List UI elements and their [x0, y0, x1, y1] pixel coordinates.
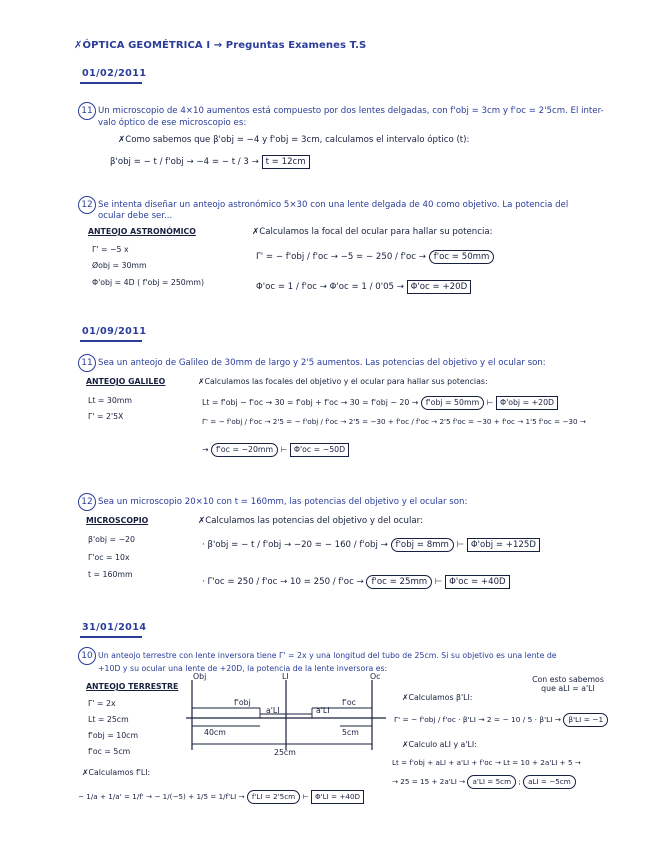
work-equation: Lt = f'obj + aLI + a'LI + f'oc → Lt = 10 + 2a'LI + 5 → — [392, 758, 581, 767]
work-equation: Γ' = − f'obj / f'oc · β'LI → 2 = − 10 / 5 · β'LI → β'LI = −1 — [394, 713, 608, 727]
date-underline — [80, 636, 142, 638]
result-oval: f'LI = 2'5cm — [247, 790, 300, 804]
section-date: 31/01/2014 — [82, 622, 147, 633]
problem-statement: 12 Se intenta diseñar un anteojo astronómico 5×30 con una lente delgada de 40 como objetivo. La potencia del — [78, 196, 568, 214]
result-box: t = 12cm — [262, 155, 310, 169]
work-intro: ✗Calculamos las focales del objetivo y el ocular para hallar sus potencias: — [198, 377, 488, 386]
result-oval: a'LI = 5cm — [467, 775, 516, 789]
work-intro: ✗Calculo aLI y a'LI: — [402, 740, 477, 749]
result-oval: f'oc = 50mm — [429, 250, 495, 264]
result-oval: aLI = −5cm — [523, 775, 576, 789]
diagram-label-foc: f'oc — [342, 698, 356, 707]
date-underline — [80, 82, 142, 84]
data-title: MICROSCOPIO — [86, 516, 149, 525]
page-title: ✗ÓPTICA GEOMÉTRICA I → Preguntas Examenes T.S — [74, 40, 367, 51]
result-oval: f'obj = 8mm — [391, 538, 454, 552]
data-item: Lt = 30mm — [88, 396, 133, 405]
result-box: Φ'oc = +40D — [445, 575, 510, 589]
data-item: Γ' = 2x — [88, 699, 116, 708]
problem-statement: 12 Sea un microscopio 20×10 con t = 160mm, las potencias del objetivo y el ocular son: — [78, 493, 467, 511]
problem-number-badge: 11 — [78, 102, 96, 120]
notebook-page — [52, 10, 612, 838]
work-equation: Γ' = − f'obj / f'oc → 2'5 = − f'obj / f'oc → 2'5 = −30 + f'oc / f'oc → 2'5 f'oc = −30 + f'oc → 1'5 f'oc = −30 → — [202, 417, 586, 426]
data-item: Γ' = −5 x — [92, 245, 129, 254]
work-intro: ✗Calculamos la focal del ocular para hallar su potencia: — [252, 227, 493, 237]
work-equation: → 25 = 15 + 2a'LI → a'LI = 5cm ; aLI = −5cm — [392, 775, 576, 789]
work-equation: Φ'oc = 1 / f'oc → Φ'oc = 1 / 0'05 → Φ'oc = +20D — [256, 280, 471, 294]
result-oval: f'obj = 50mm — [421, 396, 484, 410]
work-equation: · Γ'oc = 250 / f'oc → 10 = 250 / f'oc → f'oc = 25mm ⊢ Φ'oc = +40D — [202, 575, 510, 589]
problem-number-badge: 10 — [78, 647, 96, 665]
result-box: Φ'obj = +20D — [496, 396, 558, 410]
problem-number-badge: 12 — [78, 493, 96, 511]
diagram-label-ali: a'LI — [266, 706, 280, 715]
work-equation: Γ' = − f'obj / f'oc → −5 = − 250 / f'oc → f'oc = 50mm — [256, 250, 494, 264]
data-item: t = 160mm — [88, 570, 133, 579]
problem-statement-cont: ocular debe ser... — [98, 211, 173, 221]
data-title: ANTEOJO GALILEO — [86, 377, 166, 386]
result-box: Φ'oc = +20D — [407, 280, 472, 294]
section-date: 01/02/2011 — [82, 68, 147, 79]
result-oval: β'LI = −1 — [563, 713, 608, 727]
work-intro: ✗Como sabemos que β'obj = −4 y f'obj = 3cm, calculamos el intervalo óptico (t): — [118, 135, 470, 145]
problem-statement-cont: valo óptico de ese microscopio es: — [98, 118, 247, 128]
problem-statement-cont: +10D y su ocular una lente de +20D, la potencia de la lente inversora es: — [98, 664, 388, 673]
data-item: Lt = 25cm — [88, 715, 129, 724]
work-intro: ✗Calculamos las potencias del objetivo y del ocular: — [198, 516, 423, 526]
work-equation: β'obj = − t / f'obj → −4 = − t / 3 → t = 12cm — [110, 155, 310, 169]
data-item: f'oc = 5cm — [88, 747, 131, 756]
diagram-label-25cm: 25cm — [274, 748, 296, 757]
work-intro: ✗Calculamos f'LI: — [82, 768, 151, 777]
problem-statement: 11 Un microscopio de 4×10 aumentos está compuesto por dos lentes delgadas, con f'obj = 3cm y f'oc = 2'5cm. El inter- — [78, 102, 604, 120]
diagram-label-oc: Oc — [370, 672, 381, 681]
problem-number-badge: 12 — [78, 196, 96, 214]
work-equation: − 1/a + 1/a' = 1/f' → − 1/(−5) + 1/5 = 1/f'LI → f'LI = 2'5cm ⊢ Φ'LI = +40D — [78, 790, 364, 804]
diagram-label-5cm: 5cm — [342, 728, 359, 737]
telescope-diagram — [180, 674, 392, 758]
work-intro: ✗Calculamos β'LI: — [402, 693, 473, 702]
work-equation: · β'obj = − t / f'obj → −20 = − 160 / f'obj → f'obj = 8mm ⊢ Φ'obj = +125D — [202, 538, 540, 552]
result-box: Φ'obj = +125D — [467, 538, 540, 552]
work-equation: Lt = f'obj − f'oc → 30 = f'obj + f'oc → 30 = f'obj − 20 → f'obj = 50mm ⊢ Φ'obj = +20D — [202, 396, 558, 410]
side-note: Con esto sabemos que aLI = a'LI — [532, 675, 604, 693]
result-box: Φ'oc = −50D — [290, 443, 349, 457]
diagram-label-li: LI — [282, 672, 289, 681]
diagram-label-a-prime-li: a'LI — [316, 706, 330, 715]
diagram-label-40cm: 40cm — [204, 728, 226, 737]
result-box: Φ'LI = +40D — [311, 790, 364, 804]
problem-number-badge: 11 — [78, 354, 96, 372]
problem-statement: 11 Sea un anteojo de Galileo de 30mm de largo y 2'5 aumentos. Las potencias del objetivo y el ocular son: — [78, 354, 546, 372]
data-item: Øobj = 30mm — [92, 261, 147, 270]
data-item: f'obj = 10cm — [88, 731, 139, 740]
data-title: ANTEOJO ASTRONÓMICO — [88, 227, 196, 236]
section-date: 01/09/2011 — [82, 326, 147, 337]
diagram-label-fobj: f'obj — [234, 698, 251, 707]
result-oval: f'oc = −20mm — [211, 443, 278, 457]
problem-statement: 10 Un anteojo terrestre con lente inversora tiene Γ' = 2x y una longitud del tubo de 25cm. Si su objetivo es una lente de — [78, 647, 557, 665]
data-item: β'obj = −20 — [88, 535, 135, 544]
data-item: Γ'oc = 10x — [88, 553, 130, 562]
data-title: ANTEOJO TERRESTRE — [86, 682, 179, 691]
data-item: Φ'obj = 4D ( f'obj = 250mm) — [92, 278, 204, 287]
data-item: Γ' = 2'5X — [88, 412, 124, 421]
work-result-line: → f'oc = −20mm ⊢ Φ'oc = −50D — [202, 443, 349, 457]
result-oval: f'oc = 25mm — [366, 575, 432, 589]
date-underline — [80, 340, 142, 342]
diagram-label-obj: Obj — [193, 672, 207, 681]
